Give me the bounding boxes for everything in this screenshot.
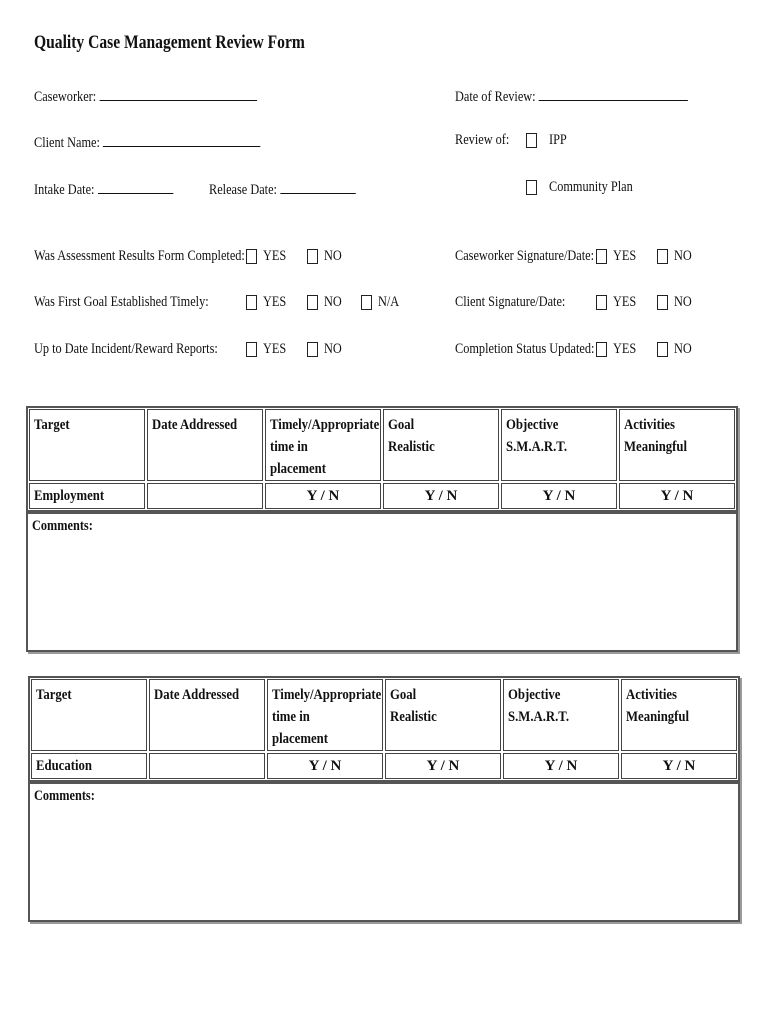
ipp-checkbox[interactable] [526,133,537,148]
yes-label: YES [263,294,287,310]
header-target: Target [31,679,147,751]
goal-yn[interactable]: Y / N [385,753,501,779]
yes-label: YES [613,294,637,310]
community-plan-option[interactable] [526,179,651,196]
education-comments[interactable] [28,782,740,922]
header-date-addressed: Date Addressed [149,679,265,751]
caseworker-signature-question: Caseworker Signature/Date: [455,248,595,264]
checkbox-icon[interactable] [246,249,257,264]
intake-date-label: Intake Date: [34,182,95,198]
client-name-field [34,132,310,152]
timely-yn[interactable]: Y / N [267,753,383,779]
header-objective: Objective S.M.A.R.T. [503,679,619,751]
client-signature-question: Client Signature/Date: [455,294,566,310]
client-signature-yes-option[interactable] [596,294,641,311]
activities-yn[interactable]: Y / N [619,483,735,509]
completion-status-question: Completion Status Updated: [455,341,595,357]
date-of-review-field [455,86,739,106]
caseworker-signature-yes-option[interactable] [596,248,641,265]
first-goal-na-option[interactable] [361,294,404,311]
release-date-input[interactable] [280,179,355,194]
activities-yn[interactable]: Y / N [621,753,737,779]
caseworker-label: Caseworker: [34,89,97,105]
incident-no-option[interactable] [307,341,346,358]
no-label: NO [674,248,692,264]
education-table [28,676,740,782]
review-of-label: Review of: [455,132,510,148]
completion-no-option[interactable] [657,341,696,358]
objective-yn[interactable]: Y / N [501,483,617,509]
release-date-label: Release Date: [209,182,277,198]
header-objective: Objective S.M.A.R.T. [501,409,617,481]
no-label: NO [324,294,342,310]
first-goal-yes-option[interactable] [246,294,291,311]
ipp-option[interactable] [526,132,571,149]
checkbox-icon[interactable] [657,249,668,264]
header-timely: Timely/Appropriate time in placement [267,679,383,751]
no-label: NO [324,341,342,357]
na-label: N/A [378,294,400,310]
first-goal-question: Was First Goal Established Timely: [34,294,209,310]
checkbox-icon[interactable] [307,342,318,357]
goal-yn[interactable]: Y / N [383,483,499,509]
target-value: Education [31,753,147,779]
caseworker-signature-no-option[interactable] [657,248,696,265]
yes-label: YES [613,248,637,264]
intake-date-input[interactable] [98,179,173,194]
date-addressed-cell[interactable] [147,483,263,509]
yes-label: YES [263,341,287,357]
checkbox-icon[interactable] [596,295,607,310]
header-date-addressed: Date Addressed [147,409,263,481]
form-title: Quality Case Management Review Form [34,32,305,53]
caseworker-input[interactable] [99,86,256,101]
header-activities: Activities Meaningful [619,409,735,481]
client-name-label: Client Name: [34,135,100,151]
checkbox-icon[interactable] [596,249,607,264]
assessment-question: Was Assessment Results Form Completed: [34,248,245,264]
date-of-review-label: Date of Review: [455,89,536,105]
checkbox-icon[interactable] [307,295,318,310]
checkbox-icon[interactable] [361,295,372,310]
assessment-no-option[interactable] [307,248,346,265]
first-goal-no-option[interactable] [307,294,346,311]
release-date-field [209,179,388,199]
header-goal: Goal Realistic [385,679,501,751]
ipp-label: IPP [549,132,567,148]
yes-label: YES [263,248,287,264]
yes-label: YES [613,341,637,357]
comments-label: Comments: [32,518,93,534]
header-timely: Timely/Appropriate time in placement [265,409,381,481]
checkbox-icon[interactable] [246,342,257,357]
header-activities: Activities Meaningful [621,679,737,751]
timely-yn[interactable]: Y / N [265,483,381,509]
date-of-review-input[interactable] [539,86,688,101]
no-label: NO [674,341,692,357]
checkbox-icon[interactable] [307,249,318,264]
employment-table [26,406,738,512]
incident-yes-option[interactable] [246,341,291,358]
client-name-input[interactable] [103,132,260,147]
checkbox-icon[interactable] [657,295,668,310]
community-plan-checkbox[interactable] [526,180,537,195]
header-goal: Goal Realistic [383,409,499,481]
community-plan-label: Community Plan [549,179,633,195]
checkbox-icon[interactable] [596,342,607,357]
date-addressed-cell[interactable] [149,753,265,779]
incident-reports-question: Up to Date Incident/Reward Reports: [34,341,218,357]
objective-yn[interactable]: Y / N [503,753,619,779]
client-signature-no-option[interactable] [657,294,696,311]
employment-comments[interactable] [26,512,738,652]
no-label: NO [324,248,342,264]
completion-yes-option[interactable] [596,341,641,358]
checkbox-icon[interactable] [657,342,668,357]
target-value: Employment [29,483,145,509]
intake-date-field [34,179,204,199]
caseworker-field [34,86,306,106]
no-label: NO [674,294,692,310]
assessment-yes-option[interactable] [246,248,291,265]
checkbox-icon[interactable] [246,295,257,310]
header-target: Target [29,409,145,481]
comments-label: Comments: [34,788,95,804]
